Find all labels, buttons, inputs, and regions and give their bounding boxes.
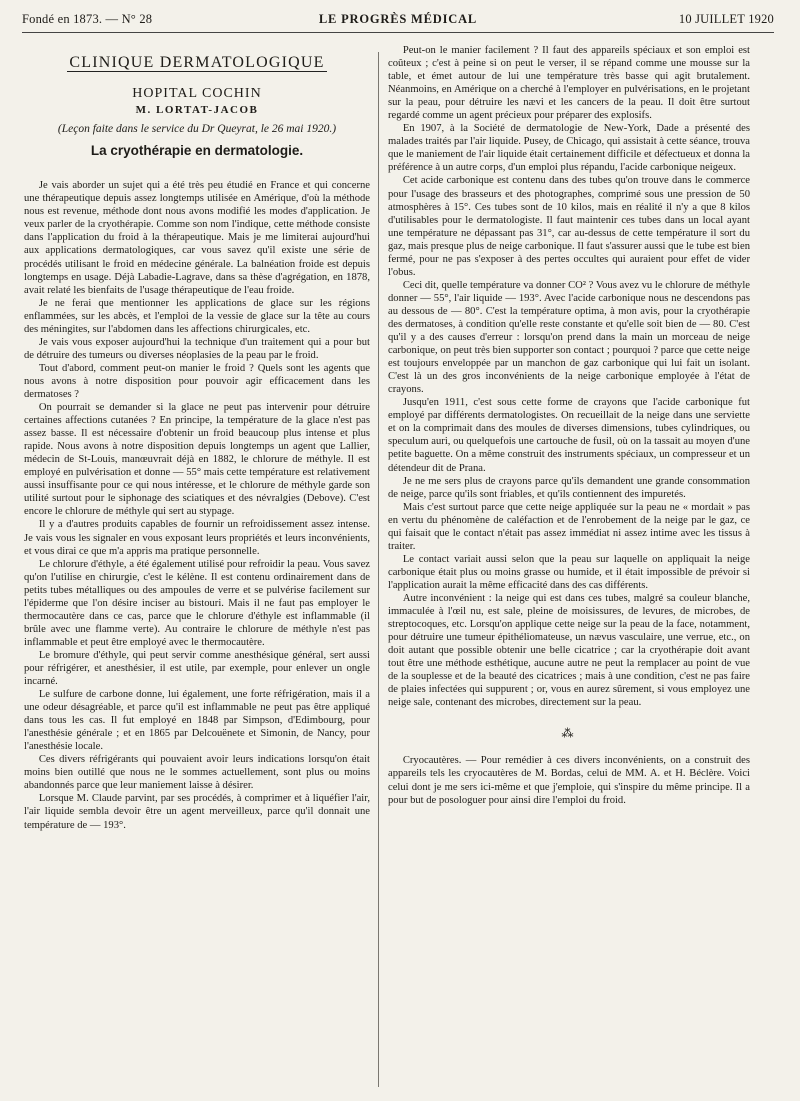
- paragraph: Je vais aborder un sujet qui a été très peu étudié en France et qui concerne une thérapeutique depuis assez longtemps utilisée en Amérique, d'où la méthode nous est revenue, méthode dont nous avons modifié les modes d'application. Je veux parler de la cryothérapie. Comme son nom l'indique, cette méthode consiste dans l'application du froid à la thérapeutique. Mais je me limiterai aujourd'hui aux applications dermatologiques, car vous savez qu'il existe une série de procédés utilisant le froid en médecine générale. La balnéation froide est depuis longtemps en usage. Déjà Labadie-Lagrave, dans sa thèse d'agrégation, en 1878, avait relaté les bienfaits de l'usage thérapeutique de l'eau froide.: [24, 180, 370, 296]
- header-rule: [22, 32, 774, 33]
- header-founded-issue: Fondé en 1873. — N° 28: [22, 12, 153, 26]
- paragraph: Mais c'est surtout parce que cette neige appliquée sur la peau ne « mordait » pas en vertu du phénomène de caléfaction et de l'enrobement de la neige par le gaz, ce qui faisait que le contact n'était pas assez immédiat ni assez intime avec les tissus à traiter.: [388, 501, 750, 552]
- article-title: La cryothérapie en dermatologie.: [90, 143, 304, 159]
- paragraph: Cet acide carbonique est contenu dans des tubes qu'on trouve dans le commerce pour l'usage des brasseurs et des photographes, comprimé sous une pression de 50 atmosphères à 15°. Ces tubes sont de 10 kilos, mais en réalité il n'y a que 8 kilos d'utilisables pour le dermatologiste. Il faut maintenir ces tubes dans un local ayant une température ne dépassant pas 31°, car au-dessus de cette température il sort du gaz, mais presque plus de neige carbonique. Il faut s'assurer aussi que le tube est bien fermé, pour ne pas s'exposer à des pertes occultes qui auraient pour effet de vider l'obus.: [388, 175, 750, 278]
- paragraph: Peut-on le manier facilement ? Il faut des appareils spéciaux et son emploi est coûteux ; c'est à peine si on peut le verser, il se répand comme une mousse sur la table, et émet autour de lui une température très basse qui agit brutalement. Néanmoins, en Amérique on a cherché à l'employer en pulvérisations, en le projetant sur la peau, pour détruire les nævi et les cancers de la peau. Il doit être surtout regardé comme un agent précieux pour préparer des explosifs.: [388, 45, 750, 122]
- paragraph: Le contact variait aussi selon que la peau sur laquelle on appliquait la neige carbonique était plus ou moins grasse ou humide, et il était impossible de prévoir si l'application aurait la même efficacité dans des cas différents.: [388, 553, 750, 591]
- paragraph: Autre inconvénient : la neige qui est dans ces tubes, malgré sa couleur blanche, immaculée à l'œil nu, est sale, pleine de moisissures, de levures, de microbes, de streptocoques, etc. Lorsqu'on applique cette neige sur la peau de la face, notamment, pour détruire une tumeur épithéliomateuse, un nævus vasculaire, une verrue, etc., on doit autant que possible obtenir une belle cicatrice ; car la cryothérapie doit avant tout être une méthode esthétique, aucune autre ne peut la remplacer au point de vue de la souplesse et de la beauté des cicatrices ; mais à une condition, c'est ne pas faire de plaies infectées qui suppurent ; or, vous en aurez sûrement, si vous employez une neige sale, contenant des microbes, directement sur la peau.: [388, 592, 750, 709]
- hospital-name: HOPITAL COCHIN: [132, 86, 262, 102]
- paragraph: Jusqu'en 1911, c'est sous cette forme de crayons que l'acide carbonique fut employé par différents dermatologistes. On recueillait de la neige dans une serviette et on la comprimait dans des moules de diverses dimensions, tubes cylindriques, ou speculum auri, ou quelquefois une cartouche de fusil, où on la tassait au moyen d'une petite baguette. On a même construit des instruments spéciaux, un compresseur et un détendeur dit de Prana.: [388, 397, 750, 474]
- paragraph: Lorsque M. Claude parvint, par ses procédés, à comprimer et à liquéfier l'air, l'air liquide sembla devoir être un agent merveilleux, parce qu'il donnait une température de — 193°.: [24, 793, 370, 831]
- section-title: CLINIQUE DERMATOLOGIQUE: [69, 54, 325, 71]
- issue-date: 10 JUILLET 1920: [678, 12, 774, 26]
- paragraph: Le bromure d'éthyle, qui peut servir comme anesthésique général, sert aussi pour réfrigérer, et anesthésier, il est utile, par exemple, pour enlever un ongle incarné.: [24, 649, 370, 688]
- paragraph: Ces divers réfrigérants qui pouvaient avoir leurs indications lorsqu'on était moins bien outillé que nous ne le sommes actuellement, sont plus ou moins abandonnés parce que leur maniement laisse à désirer.: [24, 754, 370, 792]
- paragraph: Je ne me sers plus de crayons parce qu'ils demandent une grande consommation de neige, parce qu'ils sont friables, et qu'ils contiennent des impuretés.: [388, 475, 750, 500]
- paragraph: Le chlorure d'éthyle, a été également utilisé pour refroidir la peau. Vous savez qu'on l'utilise en chirurgie, c'est le kélène. Il est contenu ordinairement dans de petits tubes métalliques ou des ampoules de verre et se pulvérise facilement sur l'épiderme que l'on désire inciser au bistouri. Mais il ne faut pas employer le thermocautère dans ce cas, parce que le chlorure d'éthyle est inflammable (il brûle avec une flamme verte). Au contraire le chlorure de méthyle n'est pas inflammable et peut être employé avec le thermocautère.: [24, 558, 370, 648]
- paragraph: Cryocautères. — Pour remédier à ces divers inconvénients, on a construit des appareils tels les cryocautères de M. Bordas, celui de MM. A. et H. Béclère. Voici celui dont je me sers ici-même et que j'emploie, qui s'inspire du même principe. Il a pour but de posologuer pour ainsi dire l'emploi du froid.: [388, 755, 750, 806]
- paragraph: Je vais vous exposer aujourd'hui la technique d'un traitement qui a pour but de détruire des tumeurs ou diverses néoplasies de la peau par le froid.: [24, 336, 370, 361]
- paragraph: On pourrait se demander si la glace ne peut pas intervenir pour détruire certaines affections cutanées ? En principe, la température de la glace n'est pas assez basse. Il est nécessaire d'obtenir un froid beaucoup plus intense et plus rapide. Nous avons à notre disposition depuis longtemps un agent que Lallier, médecin de St-Louis, manœuvrait déjà en 1882, le chlorure de méthyle. Il est employé en pulvérisation et donne — 55° mais cette température est relativement aussi insuffisante pour ce qui nous intéresse, et le chlorure de méthyle garde son utilité surtout pour le siphonage des sciatiques et des névralgies (Debove). C'est encore le chlorure de méthyle qui sert au stypage.: [24, 402, 370, 518]
- paragraph: En 1907, à la Société de dermatologie de New-York, Dade a présenté des malades traités par l'air liquide. Pusey, de Chicago, qui assistait à cette séance, trouva que le maniement de l'air liquide était certainement difficile et défectueux et donna la préférence à un autre corps, d'un emploi plus répandu, l'acide carbonique neigeux.: [388, 123, 750, 174]
- lecture-note: (Leçon faite dans le service du Dr Queyrat, le 26 mai 1920.): [57, 123, 337, 136]
- paragraph: Tout d'abord, comment peut-on manier le froid ? Quels sont les agents que nous avons à notre disposition pour pouvoir agir efficacement dans les dermatoses ?: [24, 362, 370, 400]
- lecturer-name: M. LORTAT-JACOB: [135, 104, 259, 117]
- asterism-separator: ⁂: [561, 726, 577, 741]
- right-column: [388, 44, 750, 807]
- paragraph: Le sulfure de carbone donne, lui également, une forte réfrigération, mais il a une odeur désagréable, et parce qu'il est inflammable ne peut pas être appliqué dans tous les cas. Il fut employé en 1848 par Simpson, d'Edimbourg, pour l'anesthésie générale ; et en 1865 par Delcouënete et Simonin, de Nancy, pour l'anesthésie locale.: [24, 689, 370, 753]
- column-divider: [378, 52, 379, 1087]
- paragraph: Ceci dit, quelle température va donner CO² ? Vous avez vu le chlorure de méthyle donner — 55°, l'air liquide — 193°. Avec l'acide carbonique nous ne descendons pas au dessous de — 80°. C'est la température optima, à mon avis, pour la cryothérapie des dermatoses, à condition qu'elle reste constante et qu'elle soit bien de — 80. C'est qu'il y a des causes d'erreur : lorsqu'on prend dans la main un morceau de neige carbonique, on peut très bien supporter son contact ; pourquoi ? parce que cette neige est toujours enveloppée par un manchon de gaz carbonique qui lui fait un isolant. C'est là un des gros inconvénients de la neige carbonique employée à l'état de crayons.: [388, 279, 750, 396]
- left-column: [24, 48, 370, 832]
- paragraph: Il y a d'autres produits capables de fournir un refroidissement assez intense. Je vais vous les signaler en vous exposant leurs propriétés et leurs inconvénients, et vous dirai ce que m'a appris ma pratique personnelle.: [24, 519, 370, 557]
- running-header: [22, 8, 774, 30]
- paragraph: Je ne ferai que mentionner les applications de glace sur les régions enflammées, sur les abcès, et l'emploi de la vessie de glace sur la tête au cours des méningites, sur l'abdomen dans les affections chirurgicales, etc.: [24, 297, 370, 335]
- journal-title: LE PROGRÈS MÉDICAL: [318, 12, 478, 26]
